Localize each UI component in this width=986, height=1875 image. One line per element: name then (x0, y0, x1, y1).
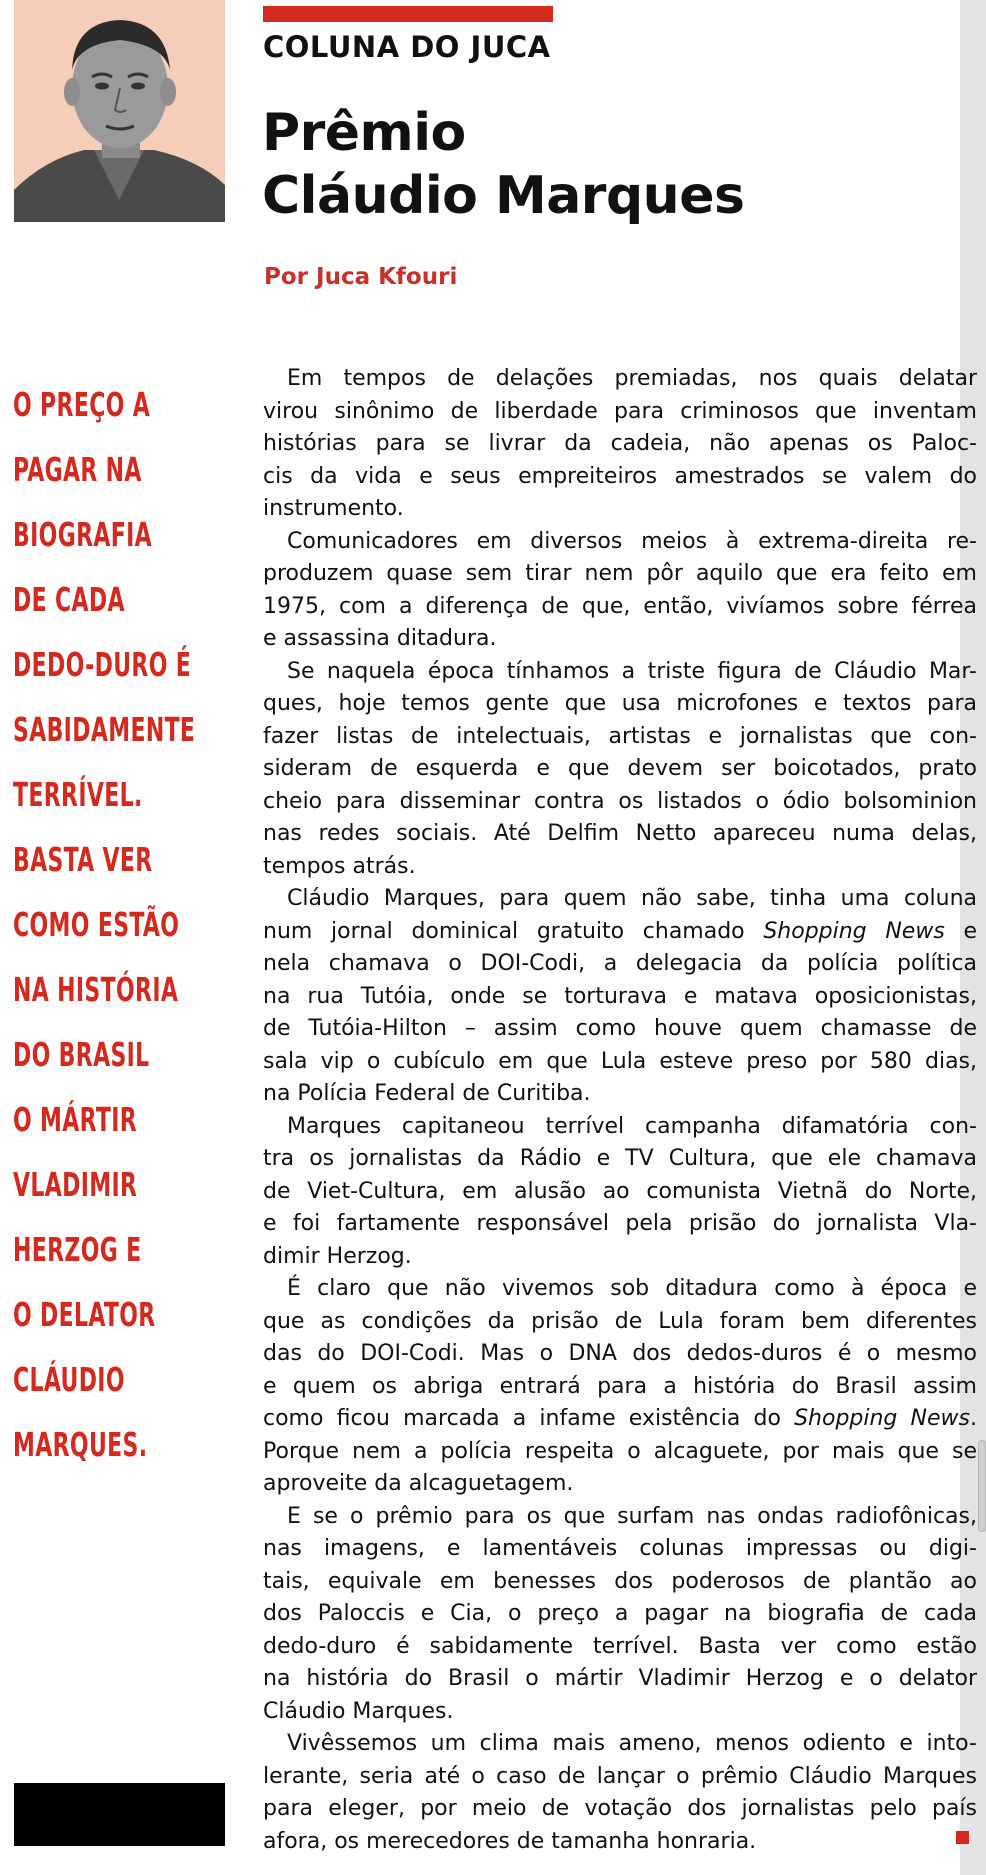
article-line: para eleger, por meio de votação dos jornalistas pelo país (263, 1796, 977, 1821)
publication-title: Shopping News (794, 1406, 970, 1431)
article-line: aproveite da alcaguetagem. (263, 1471, 574, 1496)
article-paragraph (263, 656, 977, 884)
pull-quote-line: DEDO-DURO É (13, 645, 192, 684)
headline-line: Cláudio Marques (262, 166, 745, 226)
pull-quote-line: BASTA VER (13, 840, 153, 879)
black-block (14, 1783, 225, 1846)
article-line: Em tempos de delações premiadas, nos quais delatar (287, 366, 977, 391)
pull-quote-line: O PREÇO A (13, 385, 151, 424)
article-body (263, 363, 977, 1858)
pull-quote-line: SABIDAMENTE (13, 710, 196, 749)
pull-quote-line: NA HISTÓRIA (13, 970, 179, 1009)
article-line: num jornal dominical gratuito chamado Shopping News e (263, 918, 977, 944)
article-line: lerante, seria até o caso de lançar o prêmio Cláudio Marques (263, 1763, 977, 1789)
pull-quote-line: O MÁRTIR (13, 1100, 138, 1139)
article-line: e foi fartamente responsável pela prisão do jornalista Vla- (263, 1211, 977, 1236)
article-line: Cláudio Marques. (263, 1698, 454, 1724)
article-line: histórias para se livrar da cadeia, não apenas os Paloc- (263, 431, 977, 456)
pull-quote-line: BIOGRAFIA (13, 515, 153, 554)
article-line: instrumento. (263, 496, 404, 521)
article-line: tempos atrás. (263, 853, 416, 879)
column-name: COLUNA DO JUCA (263, 30, 551, 64)
article-line: Marques capitaneou terrível campanha difamatória con- (287, 1113, 977, 1139)
article-line: tais, equivale em benesses dos poderosos de plantão ao (263, 1568, 977, 1594)
article-line: Vivêssemos um clima mais ameno, menos odiento e into- (287, 1731, 977, 1756)
article-line: cis da vida e seus empreiteiros amestrados se valem do (263, 463, 977, 489)
pull-quote-line: MARQUES. (13, 1425, 148, 1464)
article-paragraph (263, 1111, 977, 1274)
article-line: produzem quase sem tirar nem pôr aquilo que era feito em (263, 561, 977, 586)
article-line: dedo-duro é sabidamente terrível. Basta ver como estão (263, 1633, 977, 1659)
article-line: de Viet-Cultura, em alusão ao comunista Vietnã do Norte, (263, 1178, 977, 1204)
article-line: Cláudio Marques, para quem não sabe, tinha uma coluna (287, 886, 977, 911)
article-line: sideram de esquerda e que devem ser boicotados, prato (263, 756, 977, 781)
pull-quote-line: DE CADA (13, 580, 125, 619)
article-line: e quem os abriga entrará para a história do Brasil assim (263, 1373, 977, 1399)
scrollbar-handle[interactable] (978, 1440, 986, 1532)
pull-quote-line: TERRÍVEL. (13, 775, 143, 814)
article-line: sala vip o cubículo em que Lula esteve preso por 580 dias, (263, 1048, 977, 1074)
article-line: na história do Brasil o mártir Vladimir Herzog e o delator (263, 1666, 977, 1691)
article-paragraph (263, 526, 977, 656)
article-line: Se naquela época tínhamos a triste figura de Cláudio Mar- (287, 658, 977, 684)
article-paragraph (263, 1273, 977, 1501)
article-line: Porque nem a polícia respeita o alcaguete, por mais que se (263, 1438, 977, 1464)
pull-quote-line: CLÁUDIO (13, 1360, 125, 1399)
headline-line: Prêmio (262, 103, 466, 163)
article-paragraph (263, 1728, 977, 1858)
article-line: ques, hoje temos gente que usa microfones e textos para (263, 691, 977, 716)
pull-quote-line: HERZOG E (13, 1230, 142, 1269)
byline: Por Juca Kfouri (264, 264, 458, 290)
article-line: na rua Tutóia, onde se torturava e matava oposicionistas, (263, 983, 977, 1009)
article-line: Comunicadores em diversos meios à extrema-direita re- (287, 528, 977, 554)
author-photo (14, 0, 225, 222)
pull-quote-line: PAGAR NA (13, 450, 142, 489)
pull-quote (13, 372, 248, 1477)
article-line: dimir Herzog. (263, 1243, 412, 1269)
pull-quote-line: VLADIMIR (13, 1165, 138, 1204)
article-line: como ficou marcada a infame existência do Shopping News. (263, 1406, 977, 1431)
article-line: afora, os merecedores de tamanha honraria. (263, 1828, 757, 1854)
article-line: É claro que não vivemos sob ditadura como à época e (287, 1276, 977, 1301)
article-line: virou sinônimo de liberdade para criminosos que inventam (263, 398, 977, 424)
article-line: que as condições da prisão de Lula foram bem diferentes (263, 1308, 977, 1334)
article-paragraph (263, 883, 977, 1111)
end-of-article-mark (956, 1831, 969, 1844)
article-line: nas imagens, e lamentáveis colunas impressas ou digi- (263, 1536, 977, 1561)
article-line: nas redes sociais. Até Delfim Netto apareceu numa delas, (263, 821, 977, 846)
article-line: cheio para disseminar contra os listados o ódio bolsominion (263, 788, 977, 814)
pull-quote-line: COMO ESTÃO (13, 905, 180, 944)
pull-quote-line: DO BRASIL (13, 1035, 150, 1074)
pull-quote-line: O DELATOR (13, 1295, 156, 1334)
column-accent-bar (263, 6, 553, 22)
article-paragraph (263, 363, 977, 526)
article-line: na Polícia Federal de Curitiba. (263, 1081, 591, 1106)
article-line: e assassina ditadura. (263, 626, 497, 651)
publication-title: Shopping News (763, 918, 945, 944)
article-line: tra os jornalistas da Rádio e TV Cultura, que ele chamava (263, 1146, 977, 1171)
article-paragraph (263, 1501, 977, 1729)
article-line: fazer listas de intelectuais, artistas e jornalistas que con- (263, 723, 977, 749)
article-line: dos Paloccis e Cia, o preço a pagar na biografia de cada (263, 1601, 977, 1626)
article-line: de Tutóia-Hilton – assim como houve quem chamasse de (263, 1016, 977, 1041)
headline (262, 102, 744, 228)
article-line: 1975, com a diferença de que, então, vivíamos sobre férrea (263, 593, 977, 619)
article-line: E se o prêmio para os que surfam nas ondas radiofônicas, (287, 1503, 977, 1529)
article-line: das do DOI-Codi. Mas o DNA dos dedos-duros é o mesmo (263, 1341, 977, 1366)
article-line: nela chamava o DOI-Codi, a delegacia da polícia política (263, 951, 977, 976)
